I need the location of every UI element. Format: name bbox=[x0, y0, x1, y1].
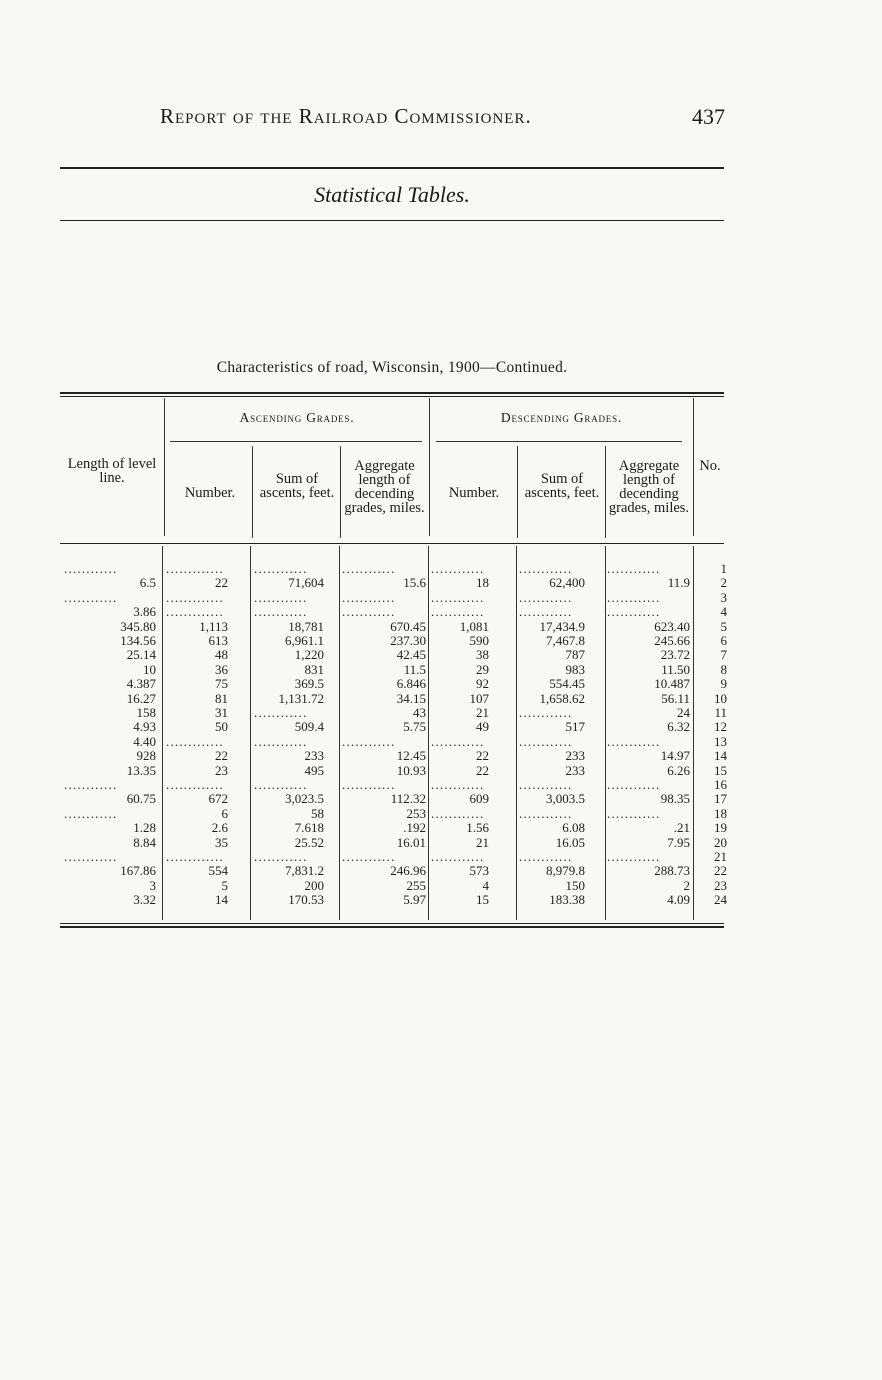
table-caption: Characteristics of road, Wisconsin, 1900—Continued. bbox=[216, 359, 568, 376]
table-cell: ............ bbox=[64, 779, 118, 791]
table-cell: 6.32 bbox=[667, 719, 690, 735]
table-cell: 554 bbox=[208, 863, 228, 879]
table-cell: 50 bbox=[215, 719, 228, 735]
table-cell: 150 bbox=[565, 877, 585, 893]
table-cell: 609 bbox=[469, 791, 489, 807]
table-cell: 573 bbox=[469, 863, 489, 879]
table-cell: 495 bbox=[304, 762, 324, 778]
table-cell: 233 bbox=[565, 762, 585, 778]
group-head-descending: Descending Grades. bbox=[500, 410, 623, 425]
table-cell: 92 bbox=[476, 676, 489, 692]
table-cell: 49 bbox=[476, 719, 489, 735]
table-cell: 4.40 bbox=[133, 733, 156, 749]
table-cell: 11.50 bbox=[661, 661, 690, 677]
table-cell: 183.38 bbox=[549, 892, 585, 908]
table-cell: 12.45 bbox=[396, 748, 426, 764]
col-head-desc-aggregate: Aggregate length of decending grades, miles. bbox=[608, 458, 690, 516]
table-cell: 1,081 bbox=[459, 618, 489, 634]
table-cell: 17,434.9 bbox=[539, 618, 585, 634]
row-number: 6 bbox=[720, 633, 727, 648]
row-number: 5 bbox=[720, 618, 727, 634]
table-cell: 623.40 bbox=[654, 618, 690, 634]
column-divider bbox=[605, 446, 606, 538]
table-cell: ............ bbox=[519, 591, 573, 604]
table-cell: ............ bbox=[607, 807, 661, 820]
table-cell: 6.08 bbox=[562, 820, 585, 836]
table-cell: .21 bbox=[673, 820, 690, 836]
row-number: 8 bbox=[720, 661, 727, 677]
table-cell: 1,220 bbox=[294, 647, 324, 663]
table-cell: ............ bbox=[519, 563, 573, 575]
table-cell: 15 bbox=[476, 892, 489, 908]
table-cell: ............ bbox=[64, 807, 118, 820]
table-cell: 8,979.8 bbox=[546, 863, 585, 879]
section-title: Statistical Tables. bbox=[314, 182, 470, 207]
table-cell: 255 bbox=[406, 877, 426, 893]
table-cell: 1.56 bbox=[466, 820, 489, 836]
table-cell: 43 bbox=[413, 705, 426, 720]
table-cell: ............ bbox=[342, 606, 396, 619]
table-cell: ............ bbox=[431, 779, 485, 791]
table-cell: 5.75 bbox=[403, 719, 426, 735]
table-cell: 31 bbox=[215, 705, 228, 720]
table-cell: ............ bbox=[607, 591, 661, 604]
table-cell: ............ bbox=[431, 851, 485, 863]
table-cell: 787 bbox=[565, 647, 585, 663]
table-cell: 6.26 bbox=[667, 762, 690, 778]
table-cell: 25.14 bbox=[126, 647, 156, 663]
table-cell: 170.53 bbox=[288, 892, 324, 908]
table-cell: 38 bbox=[476, 647, 489, 663]
col-head-desc-sum: Sum of ascents, feet. bbox=[524, 471, 600, 501]
table-cell: ............ bbox=[607, 563, 661, 575]
table-rule bbox=[60, 926, 724, 928]
row-number: 2 bbox=[720, 575, 727, 591]
table-cell: ............. bbox=[166, 563, 224, 575]
page-number: 437 bbox=[692, 104, 725, 129]
row-number: 7 bbox=[720, 647, 727, 663]
table-cell: 58 bbox=[311, 805, 324, 821]
row-number: 24 bbox=[714, 892, 727, 908]
row-number: 18 bbox=[714, 805, 727, 821]
table-cell: 246.96 bbox=[390, 863, 426, 879]
table-rule bbox=[60, 392, 724, 394]
table-cell: 167.86 bbox=[120, 863, 156, 879]
table-cell: 3,023.5 bbox=[285, 791, 324, 807]
column-divider bbox=[605, 546, 606, 920]
column-divider bbox=[250, 546, 251, 920]
table-cell: 29 bbox=[476, 661, 489, 677]
running-title: Report of the Railroad Commissioner. bbox=[160, 104, 532, 128]
table-cell: 613 bbox=[208, 633, 228, 648]
row-number: 22 bbox=[714, 863, 727, 879]
col-head-no: No. bbox=[699, 458, 721, 474]
table-cell: 22 bbox=[215, 748, 228, 764]
table-cell: 13.35 bbox=[126, 762, 156, 778]
table-cell: 18 bbox=[476, 575, 489, 591]
table-cell: 35 bbox=[215, 834, 228, 850]
table-cell: ............ bbox=[254, 735, 308, 748]
table-cell: 554.45 bbox=[549, 676, 585, 692]
table-cell: 6 bbox=[221, 805, 228, 821]
table-cell: 345.80 bbox=[120, 618, 156, 634]
table-cell: 11.5 bbox=[403, 661, 426, 677]
table-cell: 1.28 bbox=[133, 820, 156, 836]
row-number: 1 bbox=[720, 561, 727, 576]
table-cell: 253 bbox=[406, 805, 426, 821]
column-divider bbox=[252, 446, 253, 538]
row-number: 4 bbox=[720, 604, 727, 620]
table-rule bbox=[60, 923, 724, 924]
table-cell: 56.11 bbox=[661, 690, 690, 706]
table-cell: 4.387 bbox=[126, 676, 156, 692]
table-cell: 98.35 bbox=[660, 791, 690, 807]
table-cell: 233 bbox=[304, 748, 324, 764]
table-cell: ............. bbox=[166, 735, 224, 748]
col-head-asc-aggregate: Aggregate length of decending grades, miles. bbox=[344, 458, 425, 516]
table-cell: ............ bbox=[64, 563, 118, 575]
column-divider bbox=[693, 546, 694, 920]
table-cell: 21 bbox=[476, 705, 489, 720]
table-cell: 71,604 bbox=[288, 575, 324, 591]
table-cell: ............ bbox=[519, 807, 573, 820]
table-cell: ............ bbox=[64, 591, 118, 604]
table-cell: 3,003.5 bbox=[546, 791, 585, 807]
table-cell: 11.9 bbox=[667, 575, 690, 591]
table-cell: 1,113 bbox=[199, 618, 228, 634]
table-cell: ............ bbox=[254, 563, 308, 575]
table-cell: 4.09 bbox=[667, 892, 690, 908]
table-cell: ............. bbox=[166, 779, 224, 791]
table-cell: 134.56 bbox=[120, 633, 156, 648]
table-cell: 42.45 bbox=[396, 647, 426, 663]
table-cell: 107 bbox=[469, 690, 489, 706]
col-head-asc-sum: Sum of ascents, feet. bbox=[259, 471, 335, 501]
table-cell: ............ bbox=[519, 779, 573, 791]
table-cell: 831 bbox=[304, 661, 324, 677]
table-cell: ............. bbox=[166, 606, 224, 619]
table-cell: 75 bbox=[215, 676, 228, 692]
table-cell: ............ bbox=[431, 563, 485, 575]
header-rule-top bbox=[60, 167, 724, 169]
column-divider bbox=[516, 546, 517, 920]
table-cell: ............ bbox=[607, 851, 661, 863]
table-cell: ............ bbox=[431, 606, 485, 619]
group-head-ascending: Ascending Grades. bbox=[239, 410, 355, 425]
table-cell: 112.32 bbox=[390, 791, 426, 807]
table-cell: 34.15 bbox=[396, 690, 426, 706]
table-cell: 16.01 bbox=[396, 834, 426, 850]
table-cell: 8.84 bbox=[133, 834, 156, 850]
table-cell: 7.618 bbox=[294, 820, 324, 836]
row-number: 21 bbox=[714, 849, 727, 864]
col-head-desc-number: Number. bbox=[448, 485, 500, 501]
column-divider bbox=[339, 546, 340, 920]
table-cell: ............ bbox=[64, 851, 118, 863]
table-cell: 7,467.8 bbox=[546, 633, 585, 648]
table-cell: ............ bbox=[519, 735, 573, 748]
table-cell: 1,131.72 bbox=[278, 690, 324, 706]
table-cell: 509.4 bbox=[294, 719, 324, 735]
col-head-asc-number: Number. bbox=[184, 485, 236, 501]
table-cell: 10.93 bbox=[396, 762, 426, 778]
table-cell: 3 bbox=[149, 877, 156, 893]
table-cell: 36 bbox=[215, 661, 228, 677]
column-divider bbox=[428, 546, 429, 920]
header-rule-bottom bbox=[60, 220, 724, 221]
table-cell: ............ bbox=[519, 707, 573, 719]
table-cell: 5 bbox=[221, 877, 228, 893]
row-number: 13 bbox=[714, 733, 727, 749]
row-number: 14 bbox=[714, 748, 727, 764]
table-cell: 369.5 bbox=[294, 676, 324, 692]
table-cell: ............ bbox=[342, 591, 396, 604]
table-cell: 14.97 bbox=[660, 748, 690, 764]
table-cell: 14 bbox=[215, 892, 228, 908]
table-cell: 16.05 bbox=[555, 834, 585, 850]
table-cell: 10 bbox=[143, 661, 156, 677]
table-cell: 233 bbox=[565, 748, 585, 764]
table-cell: 21 bbox=[476, 834, 489, 850]
table-cell: 25.52 bbox=[294, 834, 324, 850]
row-number: 12 bbox=[714, 719, 727, 735]
table-cell: ............ bbox=[254, 606, 308, 619]
row-number: 11 bbox=[714, 705, 727, 720]
table-cell: 200 bbox=[304, 877, 324, 893]
table-cell: 10.487 bbox=[654, 676, 690, 692]
table-cell: 928 bbox=[136, 748, 156, 764]
table-cell: 670.45 bbox=[390, 618, 426, 634]
table-cell: 4.93 bbox=[133, 719, 156, 735]
table-cell: 3.32 bbox=[133, 892, 156, 908]
row-number: 3 bbox=[720, 589, 727, 605]
table-cell: 24 bbox=[677, 705, 690, 720]
table-cell: 2.6 bbox=[211, 820, 228, 836]
table-cell: 6.846 bbox=[396, 676, 426, 692]
column-divider bbox=[340, 446, 341, 538]
table-cell: ............. bbox=[166, 591, 224, 604]
table-rule bbox=[60, 543, 724, 544]
col-head-level-line: Length of level line. bbox=[67, 456, 157, 486]
table-cell: 590 bbox=[469, 633, 489, 648]
table-cell: 237.30 bbox=[390, 633, 426, 648]
column-divider bbox=[693, 398, 694, 536]
table-cell: 7,831.2 bbox=[285, 863, 324, 879]
table-cell: ............ bbox=[607, 779, 661, 791]
table-cell: 23 bbox=[215, 762, 228, 778]
table-cell: 60.75 bbox=[126, 791, 156, 807]
table-cell: ............ bbox=[342, 779, 396, 791]
table-cell: 2 bbox=[683, 877, 690, 893]
table-cell: ............ bbox=[431, 591, 485, 604]
group-rule bbox=[436, 441, 682, 442]
group-rule bbox=[170, 441, 422, 442]
row-number: 10 bbox=[714, 690, 727, 706]
table-cell: 288.73 bbox=[654, 863, 690, 879]
table-cell: ............ bbox=[519, 606, 573, 619]
table-cell: 4 bbox=[482, 877, 489, 893]
row-number: 16 bbox=[714, 777, 727, 792]
table-cell: 983 bbox=[565, 661, 585, 677]
row-number: 20 bbox=[714, 834, 727, 850]
table-cell: 18,781 bbox=[288, 618, 324, 634]
table-cell: ............ bbox=[342, 563, 396, 575]
table-cell: 15.6 bbox=[403, 575, 426, 591]
table-cell: 81 bbox=[215, 690, 228, 706]
table-cell: 5.97 bbox=[403, 892, 426, 908]
table-cell: ............ bbox=[519, 851, 573, 863]
table-cell: ............ bbox=[607, 735, 661, 748]
table-cell: ............ bbox=[254, 779, 308, 791]
table-cell: ............ bbox=[254, 851, 308, 863]
table-cell: ............ bbox=[254, 707, 308, 719]
row-number: 23 bbox=[714, 877, 727, 893]
table-cell: 6,961.1 bbox=[285, 633, 324, 648]
table-cell: ............. bbox=[166, 851, 224, 863]
table-cell: ............ bbox=[431, 735, 485, 748]
running-head bbox=[160, 104, 725, 134]
table-rule bbox=[60, 396, 724, 397]
table-cell: ............ bbox=[431, 807, 485, 820]
table-cell: 22 bbox=[215, 575, 228, 591]
table-cell: 48 bbox=[215, 647, 228, 663]
table-cell: 23.72 bbox=[660, 647, 690, 663]
table-cell: 7.95 bbox=[667, 834, 690, 850]
table-cell: 62,400 bbox=[549, 575, 585, 591]
table-cell: ............ bbox=[607, 606, 661, 619]
table-cell: 158 bbox=[136, 705, 156, 720]
table-cell: ............ bbox=[342, 851, 396, 863]
table-cell: 517 bbox=[565, 719, 585, 735]
table-cell: 22 bbox=[476, 748, 489, 764]
column-divider bbox=[162, 546, 163, 920]
table-cell: 672 bbox=[208, 791, 228, 807]
table-cell: 22 bbox=[476, 762, 489, 778]
row-number: 15 bbox=[714, 762, 727, 778]
table-cell: 3.86 bbox=[133, 604, 156, 620]
table-cell: 1,658.62 bbox=[539, 690, 585, 706]
table-cell: 6.5 bbox=[139, 575, 156, 591]
column-divider bbox=[164, 398, 165, 536]
column-divider bbox=[429, 398, 430, 536]
table-cell: ............ bbox=[342, 735, 396, 748]
row-number: 19 bbox=[714, 820, 727, 836]
row-number: 17 bbox=[714, 791, 727, 807]
column-divider bbox=[517, 446, 518, 538]
table-cell: 245.66 bbox=[654, 633, 690, 648]
row-number: 9 bbox=[720, 676, 727, 692]
table-cell: .192 bbox=[403, 820, 426, 836]
table-cell: 16.27 bbox=[126, 690, 156, 706]
table-cell: ............ bbox=[254, 591, 308, 604]
